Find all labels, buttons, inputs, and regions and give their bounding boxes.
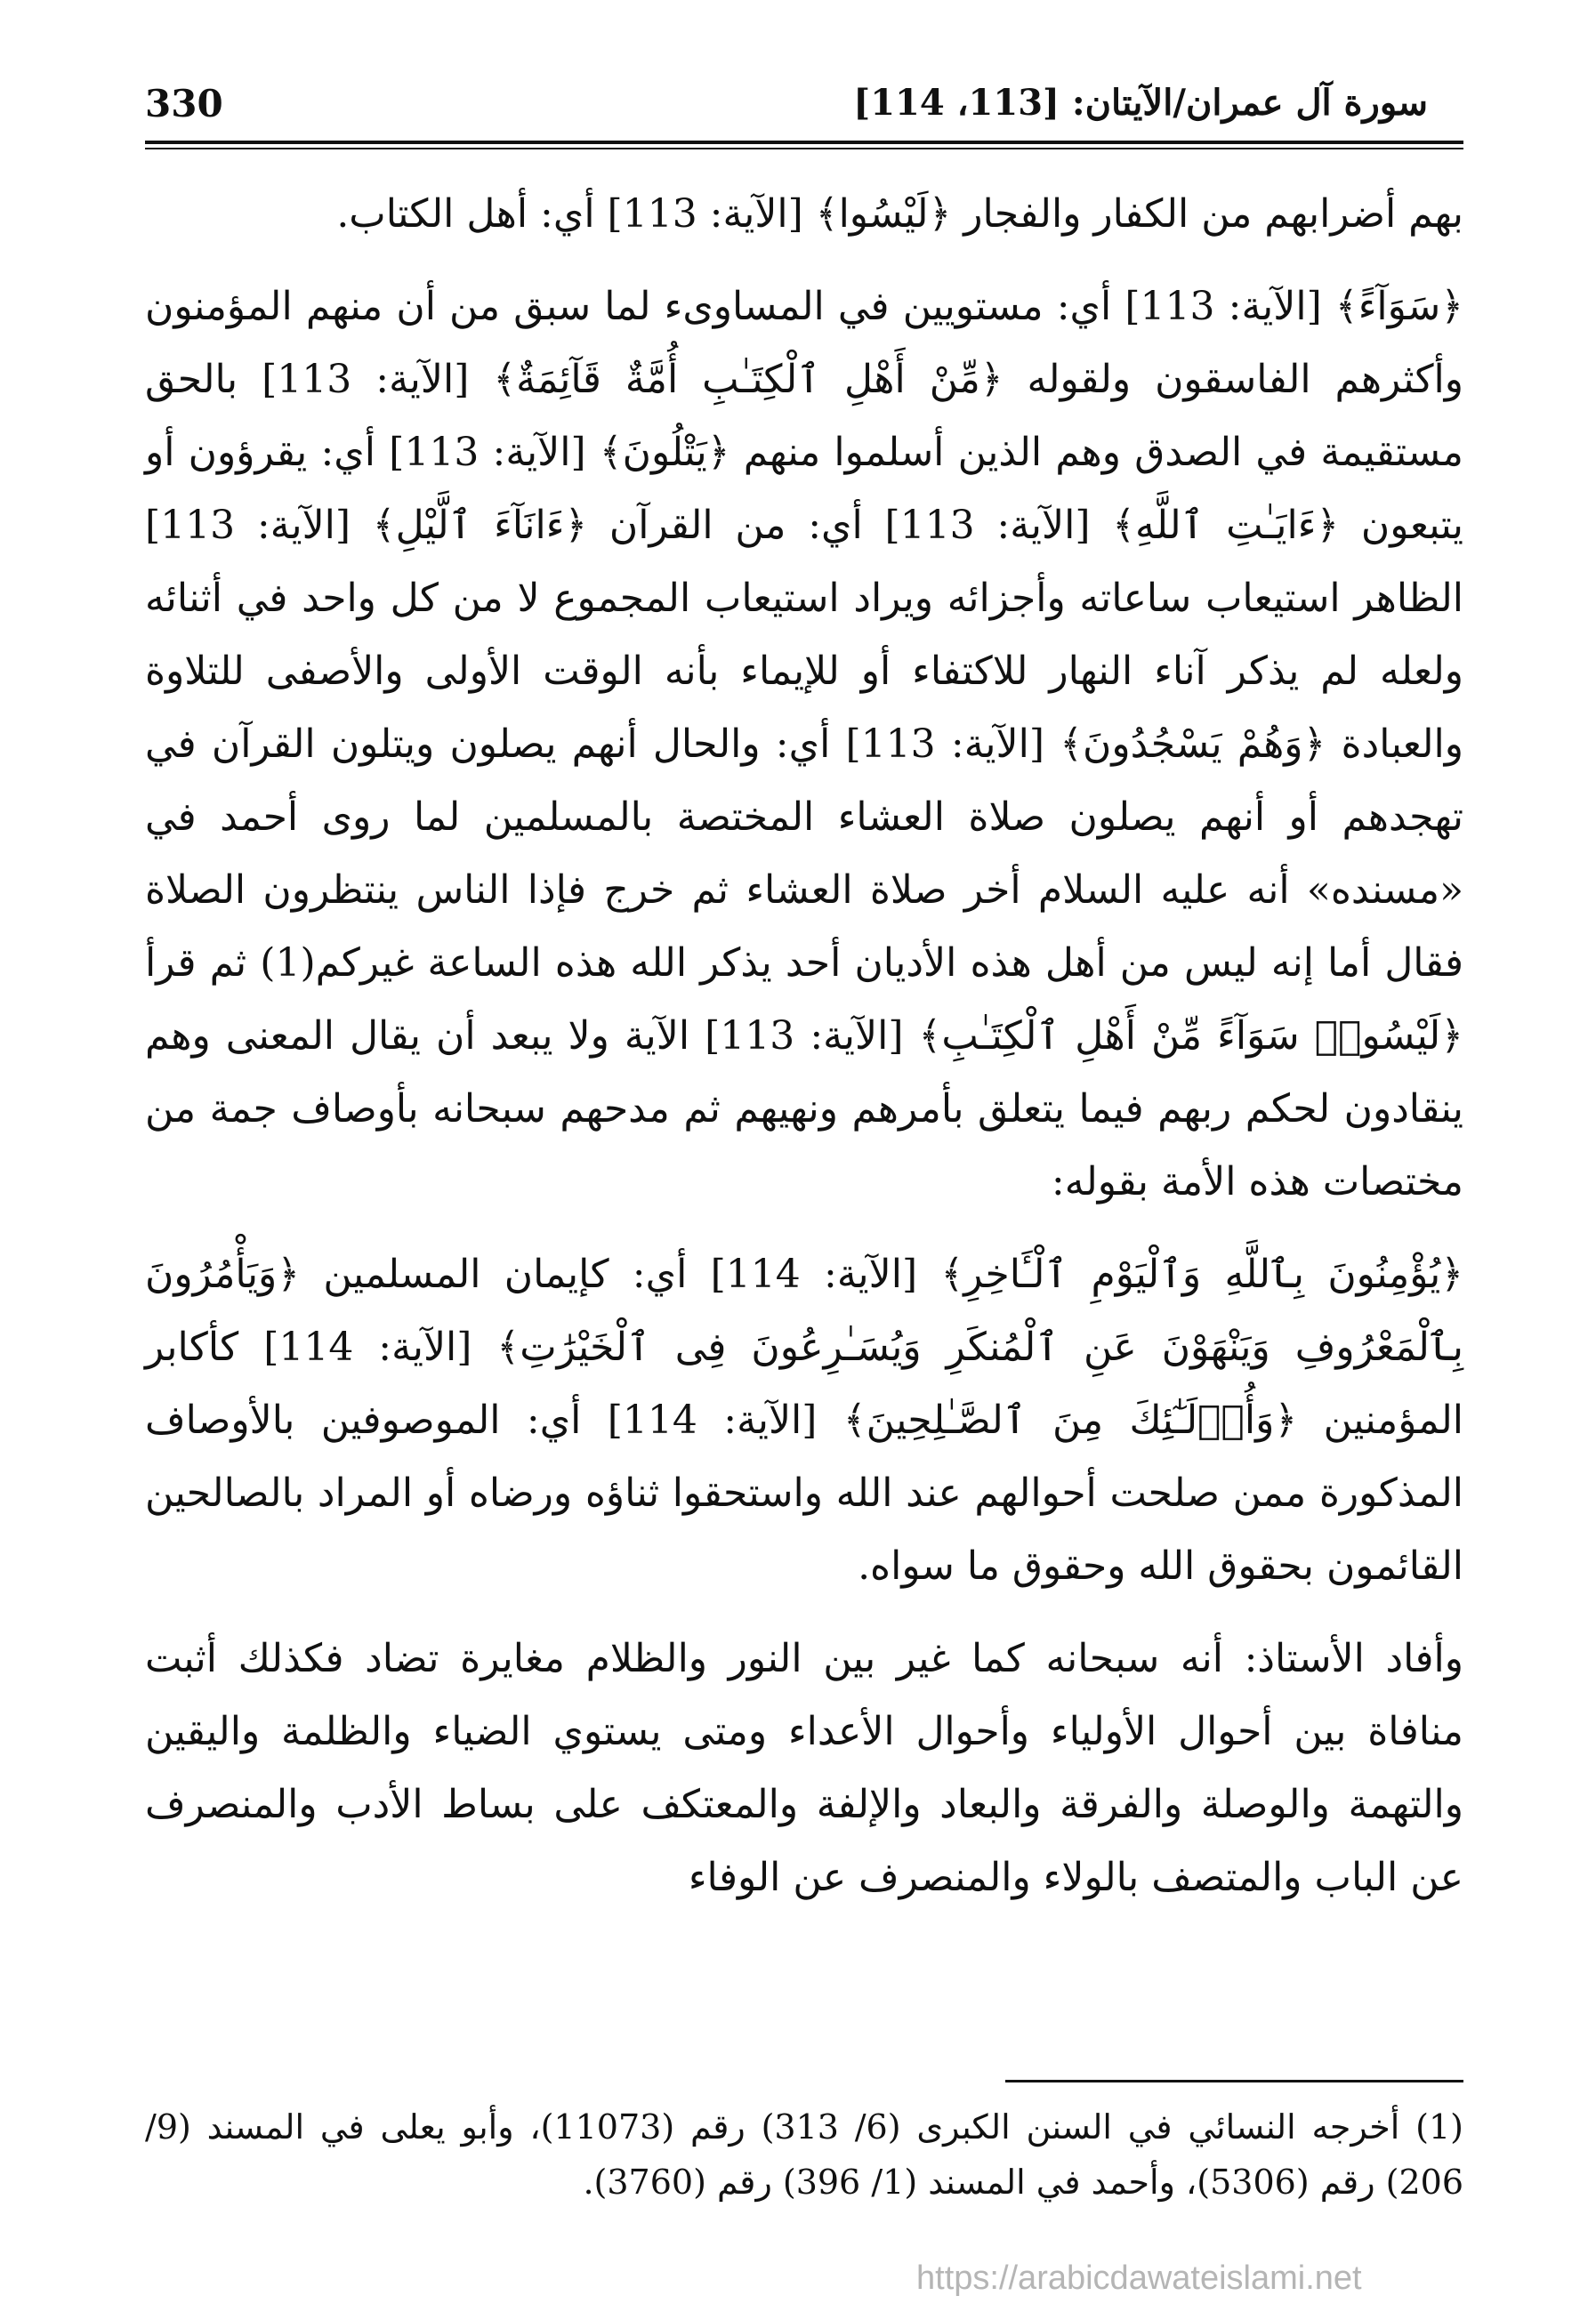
paragraph: ﴿سَوَآءً﴾ [الآية: 113] أي: مستويين في المساوىء لما سبق من أن منهم المؤمنون وأكثرهم الفاسقون ولقوله ﴿مِّنْ أَهْلِ ٱلْكِتَـٰبِ أُمَّةٌ قَآئِمَةٌ﴾ [الآية: 113] بالحق مستقيمة في الصدق وهم الذين أسلموا منهم ﴿يَتْلُونَ﴾ [الآية: 113] أي: يقرؤون أو يتبعون ﴿ءَايَـٰتِ ٱللَّهِ﴾ [الآية: 113] أي: من القرآن ﴿ءَانَآءَ ٱلَّيْلِ﴾ [الآية: 113] الظاهر استيعاب ساعاته وأجزائه ويراد استيعاب المجموع لا من كل واحد في أثنائه ولعله لم يذكر آناء النهار للاكتفاء أو للإيماء بأنه الوقت الأولى والأصفى للتلاوة والعبادة ﴿وَهُمْ يَسْجُدُونَ﴾ [الآية: 113] أي: والحال أنهم يصلون ويتلون القرآن في تهجدهم أو أنهم يصلون صلاة العشاء المختصة بالمسلمين لما روى أحمد في «مسنده» أنه عليه السلام أخر صلاة العشاء ثم خرج فإذا الناس ينتظرون الصلاة فقال أما إنه ليس من أهل هذه الأديان أحد يذكر الله هذه الساعة غيركم(1) ثم قرأ ﴿لَيْسُوا۟ سَوَآءً مِّنْ أَهْلِ ٱلْكِتَـٰبِ﴾ [الآية: 113] الآية ولا يبعد أن يقال المعنى وهم ينقادون لحكم ربهم فيما يتعلق بأمرهم ونهيهم ثم مدحهم سبحانه بأوصاف جمة من مختصات هذه الأمة بقوله: xyxy=(145,284,1464,1204)
main-text xyxy=(145,178,1463,1914)
page-header xyxy=(145,78,1463,135)
footnotes xyxy=(145,2099,1463,2210)
footnote: (1) أخرجه النسائي في السنن الكبرى (6/ 313) رقم (11073)، وأبو يعلى في المسند (9/ 206) رقم (5306)، وأحمد في المسند (1/ 396) رقم (3760). xyxy=(145,2107,1463,2202)
footnote-separator xyxy=(1005,2080,1463,2082)
header-rule-thin xyxy=(145,148,1463,149)
header-rule xyxy=(145,141,1463,144)
running-title: سورة آل عمران/الآيتان: [113، 114] xyxy=(853,82,1428,124)
paragraph: ﴿يُؤْمِنُونَ بِٱللَّهِ وَٱلْيَوْمِ ٱلْـَٔاخِرِ﴾ [الآية: 114] أي: كإيمان المسلمين ﴿وَيَأْمُرُونَ بِٱلْمَعْرُوفِ وَيَنْهَوْنَ عَنِ ٱلْمُنكَرِ وَيُسَـٰرِعُونَ فِى ٱلْخَيْرَٰتِ﴾ [الآية: 114] كأكابر المؤمنين ﴿وَأُو۟لَـٰٓئِكَ مِنَ ٱلصَّـٰلِحِينَ﴾ [الآية: 114] أي: الموصوفين بالأوصاف المذكورة ممن صلحت أحوالهم عند الله واستحقوا ثناؤه ورضاه أو المراد بالصالحين القائمون بحقوق الله وحقوق ما سواه. xyxy=(145,1252,1463,1589)
page-number: 330 xyxy=(145,82,223,125)
paragraph: وأفاد الأستاذ: أنه سبحانه كما غير بين النور والظلام مغايرة تضاد فكذلك أثبت منافاة بين أحوال الأولياء وأحوال الأعداء ومتى يستوي الضياء والظلمة واليقين والتهمة والوصلة والفرقة والبعاد والإلفة والمعتكف على بساط الأدب والمنصرف عن الباب والمتصف بالولاء والمنصرف عن الوفاء xyxy=(145,1636,1463,1900)
watermark-url: https://arabicdawateislami.net xyxy=(916,2260,1362,2297)
paragraph: بهم أضرابهم من الكفار والفجار ﴿لَيْسُوا﴾ [الآية: 113] أي: أهل الكتاب. xyxy=(336,191,1463,237)
